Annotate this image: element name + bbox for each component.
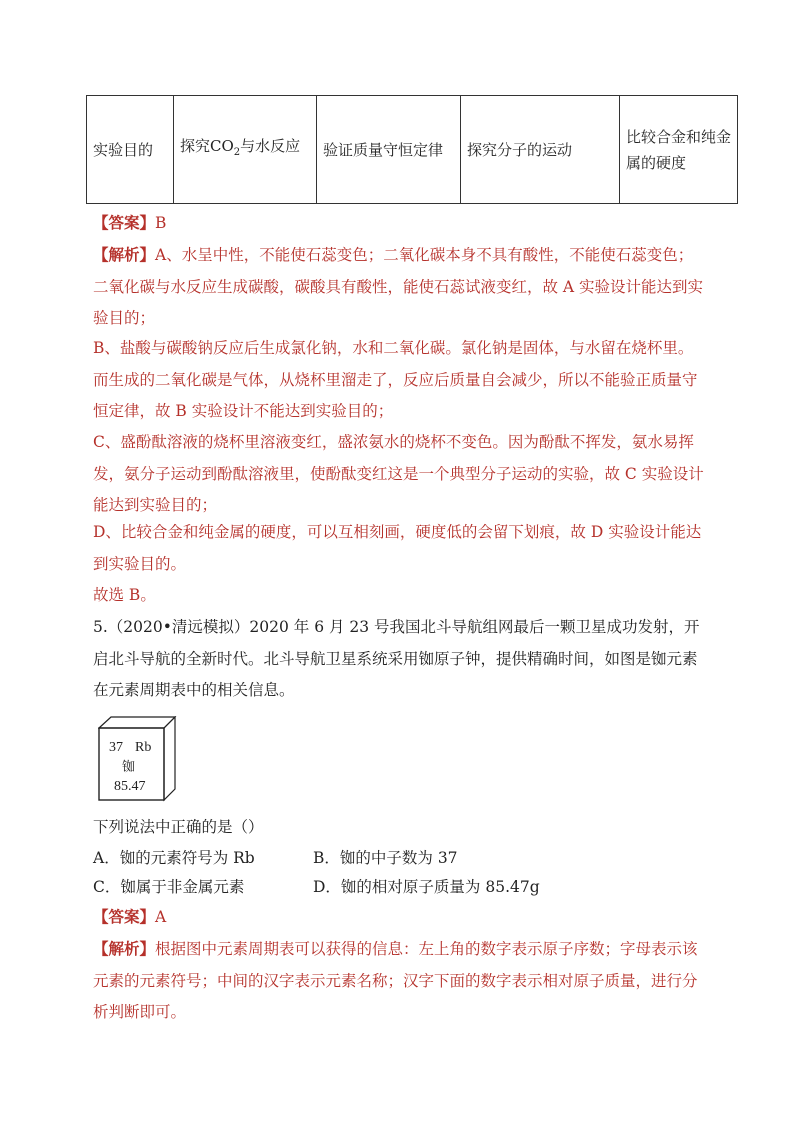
option-a: A．铷的元素符号为 Rb	[93, 849, 255, 867]
element-name: 铷	[122, 760, 136, 775]
question-source: （2020•清远模拟）	[107, 618, 250, 636]
table-cell-molecular-motion: 探究分子的运动	[461, 96, 620, 204]
analysis-1-c: C、盛酚酞溶液的烧杯里溶液变红，盛浓氨水的烧杯不变色。因为酚酞不挥发，氨水易挥发，氨分子运动到酚酞溶液里，使酚酞变红这是一个典型分子运动的实验，故 C 实验设计能达到实验目的；	[93, 433, 704, 514]
element-symbol: Rb	[135, 740, 152, 755]
experiment-table	[86, 95, 738, 204]
co2-formula: $CO_2$	[210, 137, 241, 158]
question-5	[93, 612, 705, 707]
element-tile-rubidium	[98, 716, 176, 800]
table-cell-alloy-hardness: 比较合金和纯金属的硬度	[620, 96, 738, 204]
answer-value: A	[155, 908, 167, 926]
answer-1	[93, 207, 705, 240]
analysis-2: 【解析】根据图中元素周期表可以获得的信息：左上角的数字表示原子序数；字母表示该元素的元素符号；中间的汉字表示元素名称；汉字下面的数字表示相对原子质量，进行分析判断即可。	[93, 939, 698, 1021]
conclusion-1: 故选 B。	[93, 586, 156, 604]
answer-label: 【答案】	[93, 907, 156, 926]
option-c: C．铷属于非金属元素	[93, 878, 245, 896]
analysis-1-d: D、比较合金和纯金属的硬度，可以互相刻画，硬度低的会留下划痕，故 D 实验设计能达到实验目的。	[93, 523, 702, 573]
answer-value: B	[155, 214, 167, 232]
analysis-1-a: 【解析】A、水呈中性，不能使石蕊变色；二氧化碳本身不具有酸性，不能使石蕊变色；二氧化碳与水反应生成碳酸，碳酸具有酸性，能使石蕊试液变红，故 A 实验设计能达到实验目的；	[93, 245, 704, 327]
table-row	[87, 96, 738, 204]
question-number: 5.	[93, 618, 108, 636]
option-d: D．铷的相对原子质量为 85.47g	[313, 878, 540, 896]
analysis-label: 【解析】	[93, 939, 156, 958]
co2-suffix: 与水反应	[240, 137, 301, 155]
answer-2	[93, 901, 705, 934]
table-cell-mass-conservation: 验证质量守恒定律	[317, 96, 461, 204]
analysis-1-b: B、盐酸与碳酸钠反应后生成氯化钠，水和二氧化碳。氯化钠是固体，与水留在烧杯里。而生成的二氧化碳是气体，从烧杯里溜走了，反应后质量自会减少，所以不能验正质量守恒定律，故 B 实验设计不能达到实验目的；	[93, 339, 698, 420]
table-cell-purpose: 实验目的	[87, 96, 174, 204]
analysis-label: 【解析】	[93, 245, 156, 264]
option-b: B．铷的中子数为 37	[313, 849, 458, 867]
question-prompt: 下列说法中正确的是（）	[93, 818, 264, 836]
co2-prefix: 探究	[180, 137, 211, 155]
atomic-mass: 85.47	[114, 779, 146, 794]
question-text: 2020 年 6 月 23 号我国北斗导航组网最后一颗卫星成功发射，开启北斗导航的全新时代。北斗导航卫星系统采用铷原子钟，提供精确时间，如图是铷元素在元素周期表中的相关信息。	[93, 618, 700, 699]
answer-label: 【答案】	[93, 213, 156, 232]
table-cell-co2-water	[174, 96, 317, 204]
atomic-number: 37	[109, 740, 123, 755]
